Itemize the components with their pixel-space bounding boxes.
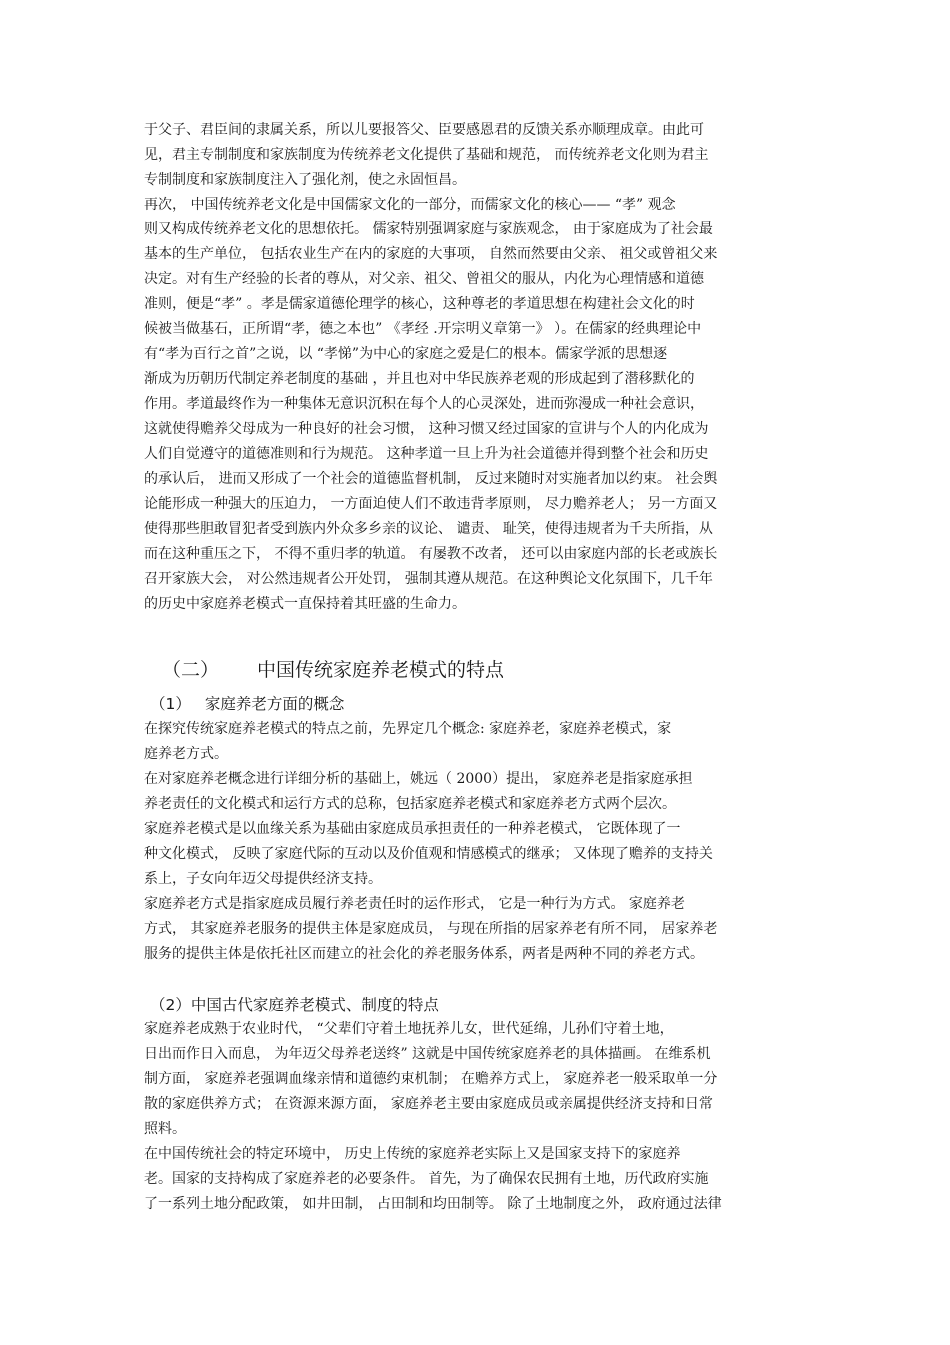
text-line: 人们自觉遵守的道德准则和行为规范。 这种孝道一旦上升为社会道德并得到整个社会和历史 bbox=[144, 446, 709, 462]
text-line: 的承认后， 进而又形成了一个社会的道德监督机制， 反过来随时对实施者加以约束。 社会舆 bbox=[144, 471, 718, 487]
text-line: 作用。孝道最终作为一种集体无意识沉积在每个人的心灵深处，进而弥漫成一种社会意识， bbox=[144, 396, 704, 412]
text-line: 决定。对有生产经验的长者的尊从，对父亲、祖父、曾祖父的服从，内化为心理情感和道德 bbox=[144, 271, 704, 287]
text-line: 在中国传统社会的特定环境中， 历史上传统的家庭养老实际上又是国家支持下的家庭养 bbox=[144, 1146, 681, 1162]
text-line: 则又构成传统养老文化的思想依托。 儒家特别强调家庭与家族观念， 由于家庭成为了社会最 bbox=[144, 221, 713, 237]
text-line: 候被当做基石，正所谓“孝，德之本也” 《孝经 .开宗明义章第一》 ）。在儒家的经典理论中 bbox=[144, 321, 702, 337]
text-line: 这就使得赡养父母成为一种良好的社会习惯， 这种习惯又经过国家的宣讲与个人的内化成为 bbox=[144, 421, 709, 437]
text-line: 家庭养老模式是以血缘关系为基础由家庭成员承担责任的一种养老模式， 它既体现了一 bbox=[144, 821, 681, 837]
text-line: 基本的生产单位， 包括农业生产在内的家庭的大事项， 自然而然要由父亲、 祖父或曾祖父来 bbox=[144, 246, 718, 262]
text-line: 而在这种重压之下， 不得不重归孝的轨道。 有屡教不改者， 还可以由家庭内部的长老或族长 bbox=[144, 546, 718, 562]
text-line: 老。国家的支持构成了家庭养老的必要条件。 首先，为了确保农民拥有土地，历代政府实施 bbox=[144, 1171, 709, 1187]
text-line: 在对家庭养老概念进行详细分析的基础上，姚远（ 2000）提出， 家庭养老是指家庭承担 bbox=[144, 771, 693, 787]
text-line: 照料。 bbox=[144, 1121, 186, 1137]
text-line: 再次， 中国传统养老文化是中国儒家文化的一部分，而儒家文化的核心—— “孝” 观念 bbox=[144, 197, 676, 213]
section-number: （二） bbox=[162, 659, 220, 681]
subsection-heading bbox=[150, 692, 344, 714]
text-line: 日出而作日入而息， 为年迈父母养老送终” 这就是中国传统家庭养老的具体描画。 在维系机 bbox=[144, 1046, 711, 1062]
text-line: 系上，子女向年迈父母提供经济支持。 bbox=[144, 871, 382, 887]
section-heading bbox=[162, 655, 504, 682]
text-line: 家庭养老成熟于农业时代， “父辈们守着土地抚养儿女，世代延绵，儿孙们守着土地， bbox=[144, 1021, 674, 1037]
text-line: 的历史中家庭养老模式一直保持着其旺盛的生命力。 bbox=[144, 596, 466, 612]
text-line: 召开家族大会， 对公然违规者公开处罚， 强制其遵从规范。在这种舆论文化氛围下，几千年 bbox=[144, 571, 713, 587]
subsection-number: （1） bbox=[150, 695, 191, 713]
subsection-heading: （2）中国古代家庭养老模式、制度的特点 bbox=[150, 996, 439, 1014]
text-line: 庭养老方式。 bbox=[144, 746, 228, 762]
text-line: 制方面， 家庭养老强调血缘亲情和道德约束机制； 在赡养方式上， 家庭养老一般采取单一分 bbox=[144, 1071, 718, 1087]
text-line: 论能形成一种强大的压迫力， 一方面迫使人们不敢违背孝原则， 尽力赡养老人； 另一方面又 bbox=[144, 496, 718, 512]
text-line: 散的家庭供养方式； 在资源来源方面， 家庭养老主要由家庭成员或亲属提供经济支持和日常 bbox=[144, 1096, 713, 1112]
text-line: 家庭养老方式是指家庭成员履行养老责任时的运作形式， 它是一种行为方式。 家庭养老 bbox=[144, 896, 685, 912]
text-line: 方式， 其家庭养老服务的提供主体是家庭成员， 与现在所指的居家养老有所不同， 居家养老 bbox=[144, 921, 718, 937]
text-line: 见，君主专制制度和家族制度为传统养老文化提供了基础和规范， 而传统养老文化则为君主 bbox=[144, 147, 709, 163]
text-line: 在探究传统家庭养老模式的特点之前，先界定几个概念: 家庭养老，家庭养老模式，家 bbox=[144, 721, 672, 737]
text-line: 使得那些胆敢冒犯者受到族内外众多乡亲的议论、 谴责、 耻笑，使得违规者为千夫所指，从 bbox=[144, 521, 713, 537]
subsection-title: 家庭养老方面的概念 bbox=[204, 695, 345, 713]
text-line: 种文化模式， 反映了家庭代际的互动以及价值观和情感模式的继承； 又体现了赡养的支持关 bbox=[144, 846, 713, 862]
text-line: 了一系列土地分配政策， 如井田制， 占田制和均田制等。 除了土地制度之外， 政府通过法律 bbox=[144, 1196, 722, 1212]
text-line: 准则，便是“孝” 。孝是儒家道德伦理学的核心，这种尊老的孝道思想在构建社会文化的时 bbox=[144, 296, 695, 312]
text-line: 专制制度和家族制度注入了强化剂，使之永固恒昌。 bbox=[144, 172, 466, 188]
text-line: 养老责任的文化模式和运行方式的总称，包括家庭养老模式和家庭养老方式两个层次。 bbox=[144, 796, 676, 812]
text-line: 服务的提供主体是依托社区而建立的社会化的养老服务体系，两者是两种不同的养老方式。 bbox=[144, 946, 704, 962]
text-line: 于父子、君臣间的隶属关系，所以儿要报答父、臣要感恩君的反馈关系亦顺理成章。由此可 bbox=[144, 122, 704, 138]
section-title: 中国传统家庭养老模式的特点 bbox=[257, 659, 505, 681]
text-line: 渐成为历朝历代制定养老制度的基础 ，并且也对中华民族养老观的形成起到了潜移默化的 bbox=[144, 371, 695, 387]
text-line: 有“孝为百行之首”之说，以 “孝悌”为中心的家庭之爱是仁的根本。儒家学派的思想逐 bbox=[144, 346, 668, 362]
